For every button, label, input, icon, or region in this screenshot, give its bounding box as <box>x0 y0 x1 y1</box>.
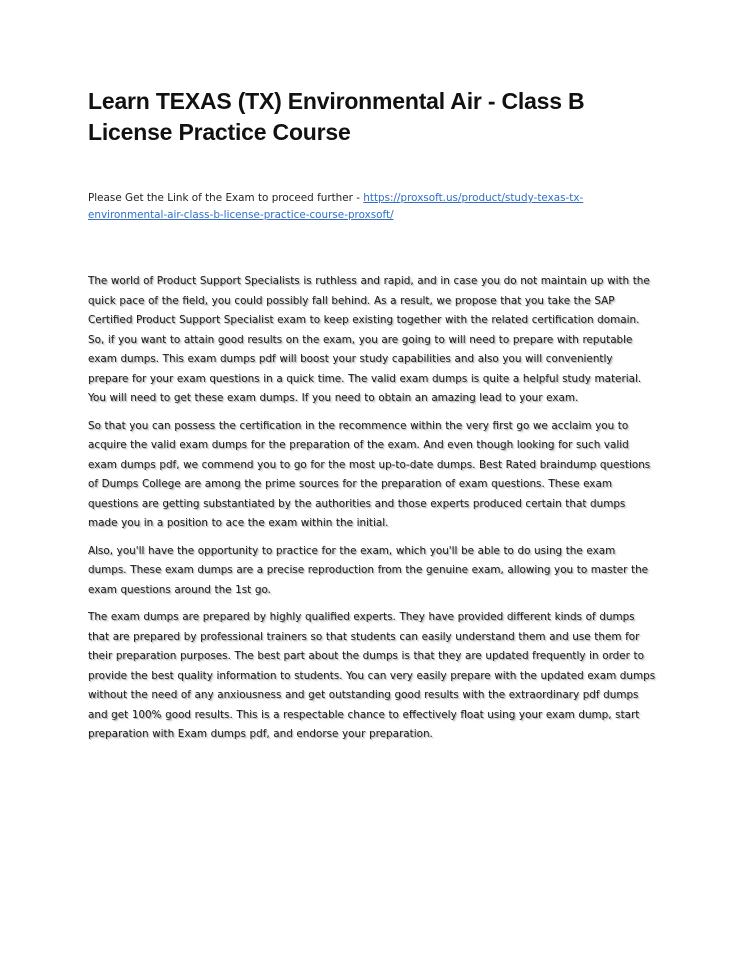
exam-link[interactable]: https://proxsoft.us/product/study-texas-tx-environmental-air-class-b-license-practice-course-proxsoft/ <box>88 192 584 221</box>
paragraph-4: The exam dumps are prepared by highly qualified experts. They have provided different kinds of dumps that are prepared by professional trainers so that students can easily understand them and use them for their preparation purposes. The best part about the dumps is that they are updated frequently in order to provide the best quality information to students. You can very easily prepare with the updated exam dumps without the need of any anxiousness and get outstanding good results with the extraordinary pdf dumps and get 100% good results. This is a respectable chance to effectively float using your exam dump, start preparation with Exam dumps pdf, and endorse your preparation. <box>88 611 656 740</box>
paragraph-3: Also, you'll have the opportunity to practice for the exam, which you'll be able to do using the exam dumps. These exam dumps are a precise reproduction from the genuine exam, allowing you to master the exam questions around the 1st go. <box>88 544 649 596</box>
paragraph-1: The world of Product Support Specialists is ruthless and rapid, and in case you do not maintain up with the quick pace of the field, you could possibly fall behind. As a result, we propose that you take the SAP Certified Product Support Specialist exam to keep existing together with the related certification domain. So, if you want to attain good results on the exam, you are going to will need to prepare with reputable exam dumps. This exam dumps pdf will boost your study capabilities and also you will conveniently prepare for your exam questions in a quick time. The valid exam dumps is quite a helpful study material. You will need to get these exam dumps. If you need to obtain an amazing lead to your exam. <box>88 275 650 404</box>
paragraph-2: So that you can possess the certification in the recommence within the very first go we acclaim you to acquire the valid exam dumps for the preparation of the exam. And even though looking for such valid exam dumps pdf, we commend you to go for the most up-to-date dumps. Best Rated braindump questions of Dumps College are among the prime sources for the preparation of exam questions. These exam questions are getting substantiated by the authorities and those experts produced certain that dumps made you in a position to ace the exam within the initial. <box>88 419 651 529</box>
body-text <box>88 272 656 745</box>
intro-text: Please Get the Link of the Exam to proceed further - <box>88 192 364 204</box>
document-title: Learn TEXAS (TX) Environmental Air - Class B License Practice Course <box>88 88 585 145</box>
intro-line <box>88 190 656 224</box>
document-content <box>88 86 656 753</box>
